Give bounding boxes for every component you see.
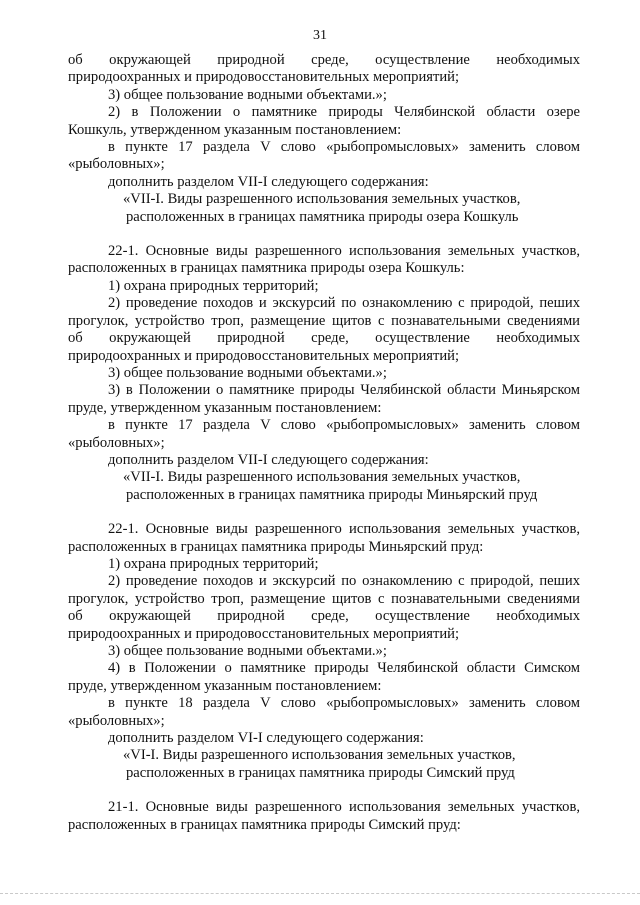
- text-line: 2) проведение походов и экскурсий по ознакомлению с природой, пеших: [108, 573, 580, 590]
- text-line: об окружающей природной среде, осуществление необходимых: [68, 608, 580, 625]
- text-line: 3) общее пользование водными объектами.»;: [108, 364, 387, 381]
- section-heading-line: расположенных в границах памятника природы Миньярский пруд: [126, 486, 538, 503]
- text-line: 2) в Положении о памятнике природы Челябинской области озере: [108, 104, 580, 121]
- text-line: дополнить разделом VII-I следующего содержания:: [108, 451, 429, 468]
- text-line: прогулок, устройство троп, размещение щитов с познавательными сведениями: [68, 590, 580, 607]
- text-line: дополнить разделом VI-I следующего содержания:: [108, 730, 424, 747]
- text-line: пруде, утвержденном указанным постановлением:: [68, 677, 382, 694]
- text-line: прогулок, устройство троп, размещение щитов с познавательными сведениями: [68, 312, 580, 329]
- text-line: природоохранных и природовосстановительных мероприятий;: [68, 625, 460, 642]
- text-line: 2) проведение походов и экскурсий по ознакомлению с природой, пеших: [108, 295, 580, 312]
- text-line: «рыболовных»;: [68, 712, 165, 729]
- section-heading-line: расположенных в границах памятника природы озера Кошкуль: [126, 208, 519, 225]
- text-line: пруде, утвержденном указанным постановлением:: [68, 399, 382, 416]
- text-line: 22-1. Основные виды разрешенного использования земельных участков,: [108, 243, 580, 260]
- paragraph-spacer: [68, 226, 580, 243]
- text-line: об окружающей природной среде, осуществление необходимых: [68, 52, 580, 68]
- text-line: в пункте 17 раздела V слово «рыбопромысловых» заменить словом: [108, 139, 580, 156]
- section-heading: [123, 191, 563, 226]
- text-line: Кошкуль, утвержденном указанным постановлением:: [68, 121, 402, 138]
- text-line: 3) в Положении о памятнике природы Челябинской области Миньярском: [108, 382, 580, 399]
- section-heading-line: «VII-I. Виды разрешенного использования земельных участков,: [123, 191, 521, 208]
- text-line: 1) охрана природных территорий;: [108, 277, 319, 294]
- text-line: расположенных в границах памятника природы Миньярский пруд:: [68, 538, 484, 555]
- text-line: в пункте 17 раздела V слово «рыбопромысловых» заменить словом: [108, 417, 580, 434]
- text-line: «рыболовных»;: [68, 434, 165, 451]
- text-line: расположенных в границах памятника природы озера Кошкуль:: [68, 260, 465, 277]
- text-line: в пункте 18 раздела V слово «рыбопромысловых» заменить словом: [108, 695, 580, 712]
- section-heading-line: «VI-I. Виды разрешенного использования земельных участков,: [123, 747, 516, 764]
- text-line: 22-1. Основные виды разрешенного использования земельных участков,: [108, 521, 580, 538]
- text-line: природоохранных и природовосстановительных мероприятий;: [68, 69, 460, 86]
- page-number: 31: [313, 28, 327, 43]
- scan-edge-divider: [0, 893, 640, 894]
- section-heading-line: «VII-I. Виды разрешенного использования земельных участков,: [123, 469, 521, 486]
- text-line: 1) охрана природных территорий;: [108, 555, 319, 572]
- text-line: 3) общее пользование водными объектами.»;: [108, 86, 387, 103]
- paragraph-spacer: [68, 782, 580, 799]
- paragraph-spacer: [68, 504, 580, 521]
- section-heading: [123, 747, 563, 782]
- text-line: «рыболовных»;: [68, 156, 165, 173]
- text-line: об окружающей природной среде, осуществление необходимых: [68, 330, 580, 347]
- text-line: 4) в Положении о памятнике природы Челябинской области Симском: [108, 660, 580, 677]
- text-line: 3) общее пользование водными объектами.»;: [108, 643, 387, 659]
- text-line: расположенных в границах памятника природы Симский пруд:: [68, 816, 461, 833]
- section-heading-line: расположенных в границах памятника природы Симский пруд: [126, 764, 515, 781]
- text-line: природоохранных и природовосстановительных мероприятий;: [68, 347, 460, 364]
- section-heading: [123, 469, 563, 504]
- text-line: 21-1. Основные виды разрешенного использования земельных участков,: [108, 799, 580, 816]
- document-body: [68, 52, 580, 834]
- text-line: дополнить разделом VII-I следующего содержания:: [108, 173, 429, 190]
